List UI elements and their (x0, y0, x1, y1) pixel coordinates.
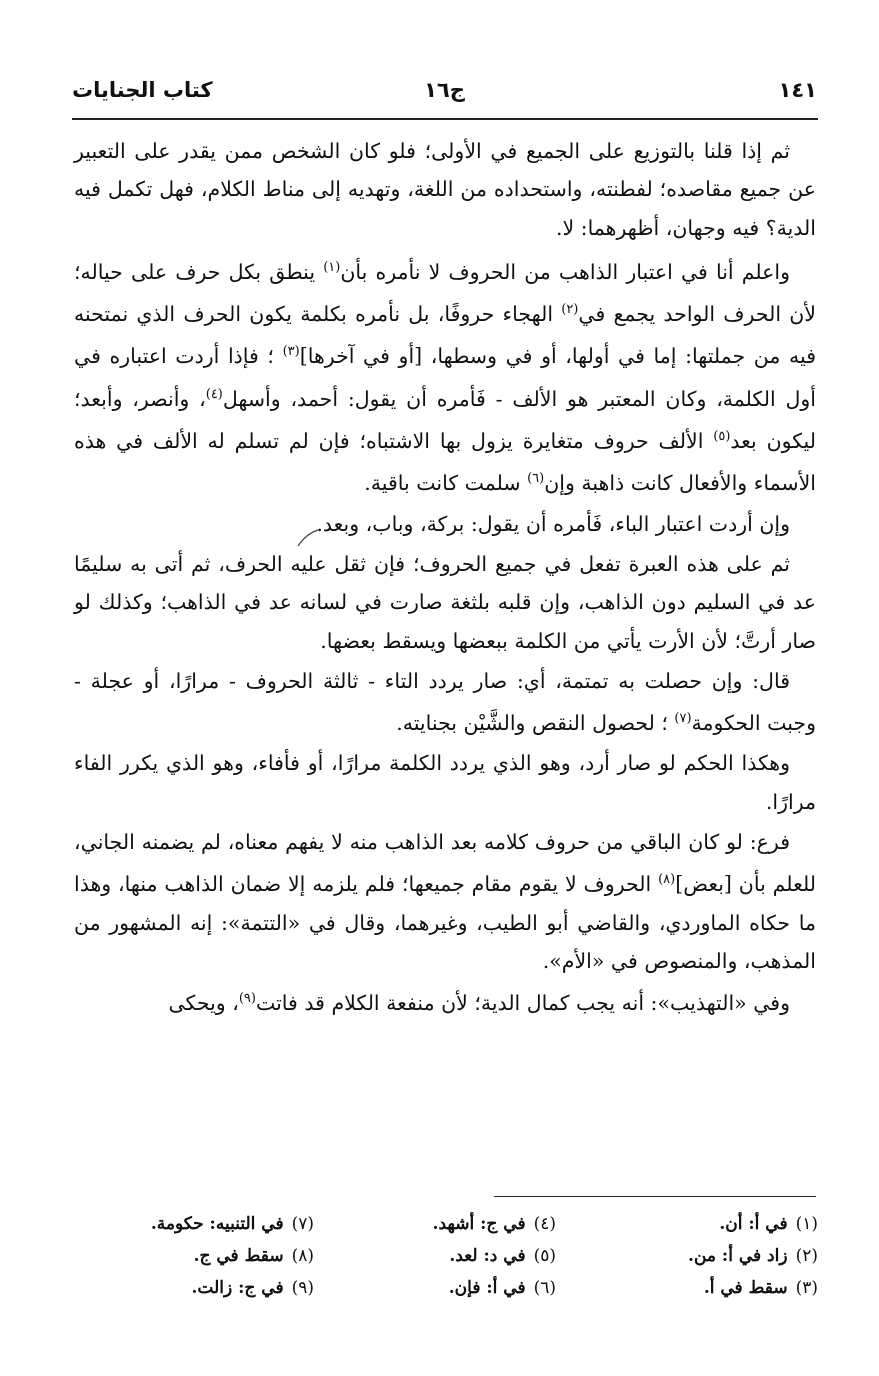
page-number: ١٤١ (778, 78, 817, 102)
paragraph-2-part-c: الهجاء حروفًا، بل نأمره بكلمة يكون الحرف الذي نمتحنه فيه من جملتها: إما في أولها، أو في وسطها، [أو في آخرها] (74, 302, 816, 369)
footnote-ref-8: (٨) (658, 872, 676, 888)
footnote-number: (٢) (795, 1246, 818, 1266)
footnote-text: زاد في أ: من. (688, 1246, 788, 1266)
footnote-column-1 (598, 1208, 818, 1304)
paragraph-2-part-f: الألف حروف متغايرة يزول بها الاشتباه؛ فإن لم تسلم له الألف في هذه الأسماء والأفعال كانت ذاهبة وإن (74, 429, 816, 496)
paragraph-2-part-b: ينطق بكل حرف على حياله؛ لأن الحرف الواحد يجمع في (74, 259, 816, 327)
paragraph-7 (74, 821, 816, 980)
footnote-text: في ج: زالت. (191, 1278, 284, 1298)
paragraph-7-part-b: الحروف لا يقوم مقام جميعها؛ فلم يلزمه إلا ضمان الذاهب منها، وهذا ما حكاه الماوردي، والقاضي أبو الطيب، وغيرهما، وقال في «التتمة»: إنه المشهور من المذهب، والمنصوص في «الأم». (74, 872, 816, 973)
footnote-column-2 (336, 1208, 556, 1304)
volume-label: ج١٦ (424, 78, 465, 102)
paragraph-2-part-d: ؛ فإذا أردت اعتباره في أول الكلمة، وكان المعتبر هو الألف - فَأمره أن يقول: أحمد، وأسهل (74, 344, 817, 411)
footnote-6 (336, 1272, 556, 1304)
footnote-ref-5: (٥) (713, 429, 731, 445)
footnote-text: سقط في ج. (193, 1246, 284, 1266)
footnote-4 (336, 1208, 556, 1240)
footnote-ref-3: (٣) (282, 344, 300, 360)
paragraph-8 (74, 980, 816, 1022)
paragraph-6: وهكذا الحكم لو صار أرد، وهو الذي يردد الكلمة مرارًا، أو فأفاء، وهو الذي يكرر الفاء مرارًا. (74, 751, 816, 814)
footnote-8 (94, 1240, 314, 1272)
footnote-ref-9: (٩) (238, 991, 256, 1007)
footnote-2 (598, 1240, 818, 1272)
footnote-ref-2: (٢) (561, 302, 579, 318)
paragraph-2-part-a: واعلم أنا في اعتبار الذاهب من الحروف لا نأمره بأن (340, 259, 791, 284)
footnote-ref-7: (٧) (674, 711, 692, 727)
paragraph-8-part-a: وفي «التهذيب»: أنه يجب كمال الدية؛ لأن منفعة الكلام قد فاتت (255, 991, 790, 1016)
footnote-text: سقط في أ. (703, 1278, 788, 1298)
footnote-number: (٤) (533, 1214, 556, 1234)
paragraph-5-part-a: قال: وإن حصلت به تمتمة، أي: صار يردد التاء - ثالثة الحروف - مرارًا، أو عجلة - وجبت الحكومة (74, 668, 816, 736)
footnote-number: (١) (795, 1214, 818, 1234)
paragraph-8-part-b: ، ويحكى (168, 991, 239, 1016)
footnote-1 (598, 1208, 818, 1240)
page-header (72, 78, 817, 112)
footnote-number: (٩) (291, 1278, 314, 1298)
footnote-text: في ج: أشهد. (432, 1214, 526, 1234)
footnote-number: (٣) (795, 1278, 818, 1298)
footnote-column-3 (94, 1208, 314, 1304)
footnote-9 (94, 1272, 314, 1304)
paragraph-2 (74, 247, 816, 503)
pen-mark (296, 528, 320, 548)
book-title: كتاب الجنايات (72, 78, 213, 102)
footnote-text: في أ: أن. (719, 1214, 788, 1234)
footnote-text: في التنبيه: حكومة. (150, 1214, 284, 1234)
footnote-number: (٦) (533, 1278, 556, 1298)
paragraph-2-part-g: سلمت كانت باقية. (364, 471, 528, 496)
paragraph-3: وإن أردت اعتبار الباء، فَأمره أن يقول: بركة، وباب، وبعد. (316, 511, 790, 536)
footnote-ref-4: (٤) (205, 386, 223, 402)
footnote-number: (٥) (533, 1246, 556, 1266)
footnote-rule (494, 1196, 816, 1197)
paragraph-5 (74, 660, 816, 743)
footnote-number: (٨) (291, 1246, 314, 1266)
paragraph-1: ثم إذا قلنا بالتوزيع على الجميع في الأولى؛ فلو كان الشخص ممن يقدر على التعبير عن جميع مقاصده؛ لفطنته، واستحداده من اللغة، وتهديه إلى مناط الكلام، فهل تكمل فيه الدية؟ فيه وجهان، أظهرهما: لا. (74, 139, 816, 240)
footnote-ref-1: (١) (323, 259, 341, 275)
footnote-text: في د: لعد. (449, 1246, 526, 1266)
footnote-5 (336, 1240, 556, 1272)
main-text (74, 132, 816, 1023)
footnote-text: في أ: فإن. (448, 1278, 526, 1298)
paragraph-5-part-b: ؛ لحصول النقص والشَّيْن بجنايته. (396, 711, 675, 736)
paragraph-2-part-e: ، وأنصر، وأبعد؛ ليكون بعد (74, 386, 816, 454)
paragraph-4: ثم على هذه العبرة تفعل في جميع الحروف؛ فإن ثقل عليه الحرف، ثم أتى به سليمًا عد في السليم دون الذاهب، وإن قلبه بلثغة صارت في لسانه عد في الذاهب؛ وكذلك لو صار أرتَّ؛ لأن الأرت يأتي من الكلمة ببعضها ويسقط بعضها. (74, 551, 816, 653)
footnote-3 (598, 1272, 818, 1304)
footnote-7 (94, 1208, 314, 1240)
footnote-ref-6: (٦) (527, 471, 545, 487)
footnote-number: (٧) (291, 1214, 314, 1234)
footnotes (96, 1208, 818, 1304)
paragraph-7-part-a: فرع: لو كان الباقي من حروف كلامه بعد الذاهب منه لا يفهم معناه، لم يضمنه الجاني، للعلم بأن [بعض] (74, 830, 816, 897)
header-rule (72, 118, 818, 120)
